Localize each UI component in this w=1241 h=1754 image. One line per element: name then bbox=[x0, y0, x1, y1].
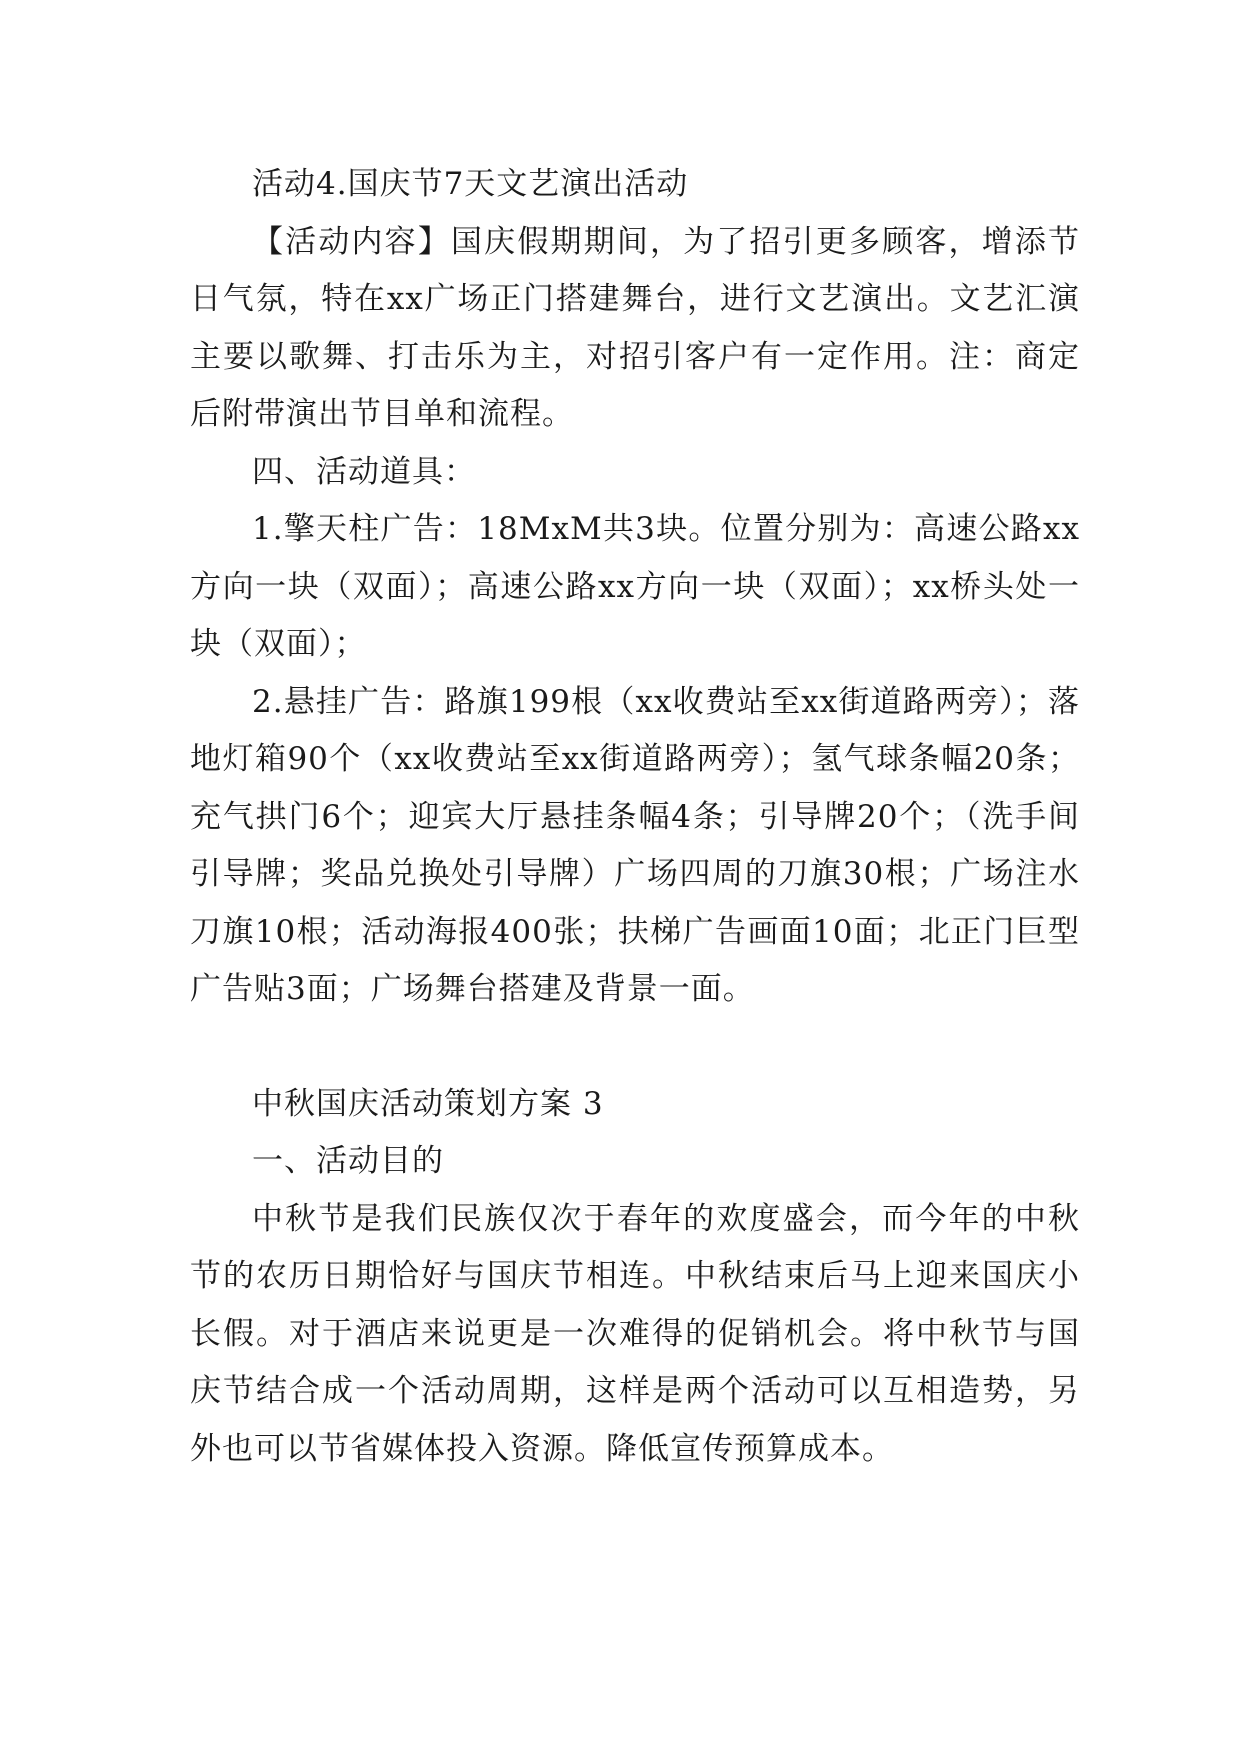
props-heading: 四、活动道具： bbox=[252, 453, 476, 490]
plan-3-title: 中秋国庆活动策划方案 3 bbox=[252, 1085, 604, 1122]
document-page bbox=[190, 156, 1080, 1478]
section-spacer bbox=[190, 1019, 1080, 1076]
goal-text: 中秋节是我们民族仅次于春年的欢度盛会，而今年的中秋节的农历日期恰好与国庆节相连。中秋结束后马上迎来国庆小长假。对于酒店来说更是一次难得的促销机会。将中秋节与国庆节结合成一个活动周期，这样是两个活动可以互相造势，另外也可以节省媒体投入资源。降低宣传预算成本。 bbox=[190, 1200, 1080, 1467]
goal-heading: 一、活动目的 bbox=[252, 1143, 444, 1179]
props-item-1: 1.擎天柱广告：18MxM共3块。位置分别为：高速公路xx方向一块（双面）；高速公路xx方向一块（双面）；xx桥头处一块（双面）； bbox=[190, 511, 1080, 662]
activity-4-heading: 活动4.国庆节7天文艺演出活动 bbox=[252, 166, 689, 202]
activity-4-content: 【活动内容】国庆假期期间，为了招引更多顾客，增添节日气氛，特在xx广场正门搭建舞台，进行文艺演出。文艺汇演主要以歌舞、打击乐为主，对招引客户有一定作用。注：商定后附带演出节目单和流程。 bbox=[190, 223, 1080, 432]
props-item-2: 2.悬挂广告：路旗199根（xx收费站至xx街道路两旁）；落地灯箱90个（xx收费站至xx街道路两旁）；氢气球条幅20条；充气拱门6个；迎宾大厅悬挂条幅4条；引导牌20个；（洗手间引导牌；奖品兑换处引导牌）广场四周的刀旗30根；广场注水刀旗10根；活动海报400张；扶梯广告画面10面；北正门巨型广告贴3面；广场舞台搭建及背景一面。 bbox=[190, 683, 1080, 1007]
